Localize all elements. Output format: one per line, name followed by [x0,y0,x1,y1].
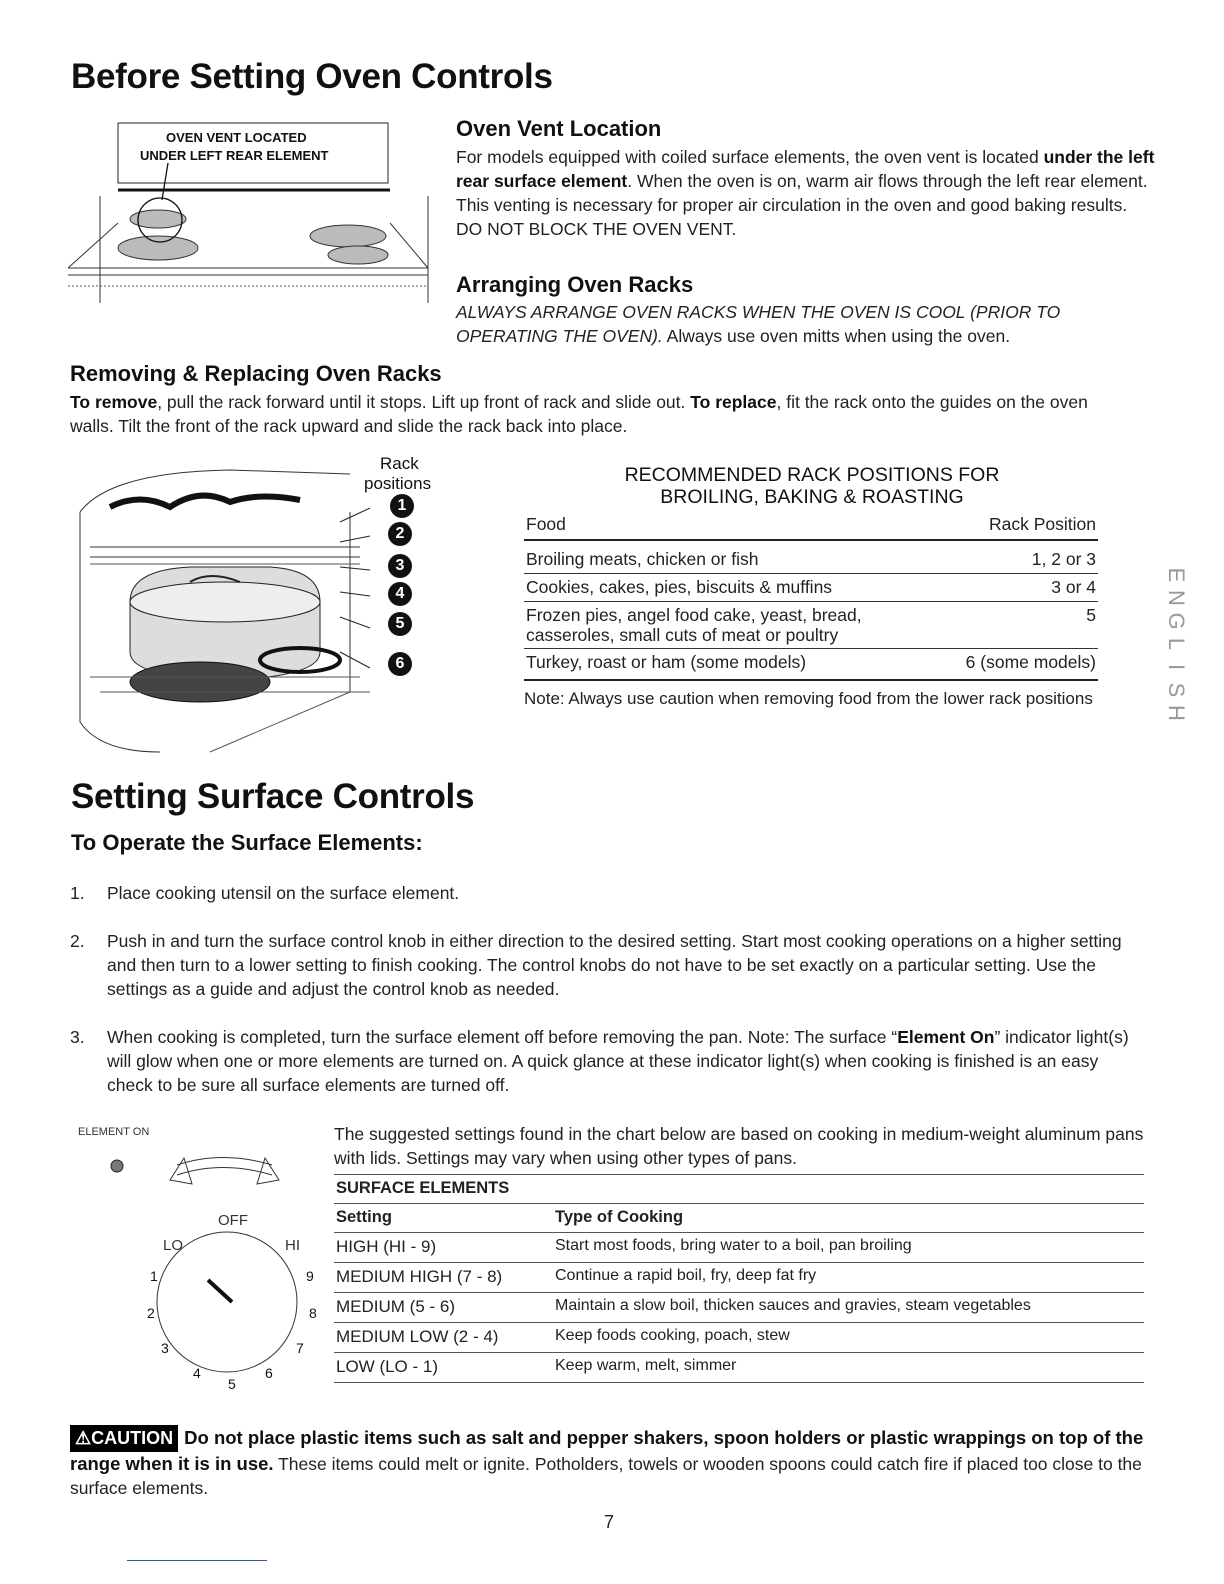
setting-cell: MEDIUM LOW (2 - 4) [334,1323,553,1353]
rack-label-2: positions [364,474,432,493]
caution-notice [70,1425,1154,1500]
surface-table-title: SURFACE ELEMENTS [334,1175,1144,1204]
knob-6: 6 [265,1365,273,1381]
side-tab-letter: G [1164,612,1189,630]
vent-text-b: . When the oven is on, warm air flows through the left rear element. This venting is necessary for proper air circulation in the oven and good baking results. DO NOT BLOCK THE OVEN VENT. [456,171,1148,239]
table-row [524,540,1098,574]
position-cell: 3 or 4 [964,574,1098,602]
table-row [524,574,1098,602]
steps-list [70,881,1145,1097]
language-side-tab [1156,562,1196,742]
type-cell: Keep foods cooking, poach, stew [553,1323,1144,1353]
vent-figure-label-2: UNDER LEFT REAR ELEMENT [140,148,329,163]
operate-heading: To Operate the Surface Elements: [71,830,423,855]
caution-badge [70,1425,178,1452]
col-type: Type of Cooking [553,1204,1144,1233]
food-cell: Turkey, roast or ham (some models) [524,649,964,681]
page-title: Before Setting Oven Controls [71,57,553,96]
vent-text-a: For models equipped with coiled surface elements, the oven vent is located [456,147,1044,167]
rack-position-badge: 2 [388,522,412,546]
arranging-racks-section [456,272,1156,348]
oven-vent-heading: Oven Vent Location [456,116,662,141]
step-text: When cooking is completed, turn the surface element off before removing the pan. Note: The surface “ [107,1027,898,1047]
step-text: Place cooking utensil on the surface element. [107,883,460,903]
rack-position-badge: 5 [388,612,412,636]
rotate-arrow-icon [177,1158,272,1166]
side-tab-letter: S [1164,682,1189,698]
step-number: 3. [70,1027,85,1047]
position-cell: 1, 2 or 3 [964,540,1098,574]
knob-7: 7 [296,1340,304,1356]
col-rack-position: Rack Position [964,511,1098,540]
knob-1: 1 [150,1268,158,1284]
table-row [334,1263,1144,1293]
col-setting: Setting [334,1204,553,1233]
side-tab-letter: H [1164,705,1189,721]
rack-table-title-line1: RECOMMENDED RACK POSITIONS FOR [624,464,1000,486]
surface-elements-table [334,1174,1144,1383]
arranging-plain: Always use oven mitts when using the oven. [662,326,1011,346]
rack-table-title [524,464,1100,508]
rack-table-title-line2: BROILING, BAKING & ROASTING [660,486,964,508]
removing-racks-text [70,390,1130,438]
knob-off-label: OFF [218,1212,248,1229]
rack-position-badge: 6 [388,652,412,676]
oven-vent-section [456,116,1156,241]
food-cell: Frozen pies, angel food cake, yeast, bread, casseroles, small cuts of meat or poultry [524,602,964,649]
replace-text: , fit the rack onto the guides on the oven walls. Tilt the front of the rack upward and slide the rack back into place. [70,392,1088,436]
surface-intro: The suggested settings found in the chart below are based on cooking in medium-weight aluminum pans with lids. Settings may vary when using other types of pans. [334,1124,1144,1168]
food-cell: Broiling meats, chicken or fish [524,540,964,574]
rack-position-badge: 1 [390,494,414,518]
knob-lo-label: LO [163,1237,184,1254]
oven-vent-text [456,145,1156,241]
knob-4: 4 [193,1365,201,1381]
knob-illustration [72,1120,322,1400]
arranging-racks-heading: Arranging Oven Racks [456,272,694,297]
knob-9: 9 [306,1268,314,1284]
caution-text: These items could melt or ignite. Potholders, towels or wooden spoons could catch fire if placed too close to the surface elements. [70,1454,1142,1498]
oven-rack-figure [70,452,450,757]
rack-positions-table-block [524,464,1100,709]
caution-badge-text: CAUTION [91,1428,174,1448]
rack-positions-table [524,511,1098,681]
col-food: Food [524,511,964,540]
position-cell: 5 [964,602,1098,649]
surface-table-header [334,1204,1144,1233]
knob-3: 3 [161,1340,169,1356]
element-on-indicator [111,1160,123,1172]
table-row [524,602,1098,649]
remove-bold: To remove [70,392,158,412]
removing-racks-section [70,361,1130,438]
step-number: 1. [70,883,85,903]
rack-position-badge: 4 [388,582,412,606]
rack-table-header [524,511,1098,540]
rack-label-1: Rack [380,454,419,473]
list-item [70,1025,1145,1097]
rack-position-badge: 3 [388,554,412,578]
remove-text: , pull the rack forward until it stops. Lift up front of rack and slide out. [157,392,691,412]
table-row [334,1293,1144,1323]
step-text-end: ” indicator light(s) will glow when one or more elements are turned on. A quick glance at these indicator light(s) when cooking is finished is an easy check to be sure all surface elements are turned off. [107,1027,1129,1095]
side-tab-letter: E [1164,567,1189,583]
page-number: 7 [604,1512,615,1532]
surface-table-title-row [334,1175,1144,1204]
range-top-illustration [58,118,438,308]
type-cell: Keep warm, melt, simmer [553,1353,1144,1383]
footer-rule [127,1560,267,1561]
side-tab-letter: N [1164,590,1189,606]
knob-8: 8 [309,1305,317,1321]
vent-figure-label-1: OVEN VENT LOCATED [166,130,307,145]
warning-triangle-icon: ⚠ [75,1428,92,1448]
table-row [334,1233,1144,1263]
oven-vent-figure [58,118,438,308]
type-cell: Continue a rapid boil, fry, deep fat fry [553,1263,1144,1293]
food-cell: Cookies, cakes, pies, biscuits & muffins [524,574,964,602]
step-text: Push in and turn the surface control knob in either direction to the desired setting. Start most cooking operations on a higher setting and then turn to a lower setting to finish cooking. The control knobs do not have to be set exactly on a particular setting. Use the settings as a guide and adjust the control knob as needed. [107,931,1122,999]
setting-cell: HIGH (HI - 9) [334,1233,553,1263]
surface-settings-block [334,1122,1146,1383]
rack-table-note: Note: Always use caution when removing food from the lower rack positions [524,689,1093,708]
knob-5: 5 [228,1376,236,1392]
position-cell: 6 (some models) [964,649,1098,681]
list-item [70,881,1145,905]
caution-bold-text: Do not place plastic items such as salt and pepper shakers, spoon holders or plastic wrappings on top of the range when it is in use. [70,1427,1144,1474]
setting-cell: MEDIUM HIGH (7 - 8) [334,1263,553,1293]
control-knob-figure [72,1120,322,1400]
step-number: 2. [70,931,85,951]
table-row [334,1323,1144,1353]
arranging-racks-text [456,300,1156,348]
step-bold: Element On [897,1027,995,1047]
setting-cell: LOW (LO - 1) [334,1353,553,1383]
setting-cell: MEDIUM (5 - 6) [334,1293,553,1323]
surface-controls-title: Setting Surface Controls [71,777,475,816]
table-row [524,649,1098,681]
side-tab-letter: L [1164,637,1189,651]
operate-steps [70,881,1145,1097]
vent-text-bold: under the left rear surface element [456,147,1155,191]
side-tab-letter: I [1164,663,1189,671]
element-on-label: ELEMENT ON [78,1126,150,1138]
type-cell: Start most foods, bring water to a boil, pan broiling [553,1233,1144,1263]
removing-racks-heading: Removing & Replacing Oven Racks [70,361,442,386]
type-cell: Maintain a slow boil, thicken sauces and gravies, steam vegetables [553,1293,1144,1323]
knob-2: 2 [147,1305,155,1321]
arranging-italic: ALWAYS ARRANGE OVEN RACKS WHEN THE OVEN IS COOL (PRIOR TO OPERATING THE OVEN). [456,302,1061,346]
table-row [334,1353,1144,1383]
knob-hi-label: HI [285,1237,300,1254]
replace-bold: To replace [690,392,777,412]
list-item [70,929,1145,1001]
